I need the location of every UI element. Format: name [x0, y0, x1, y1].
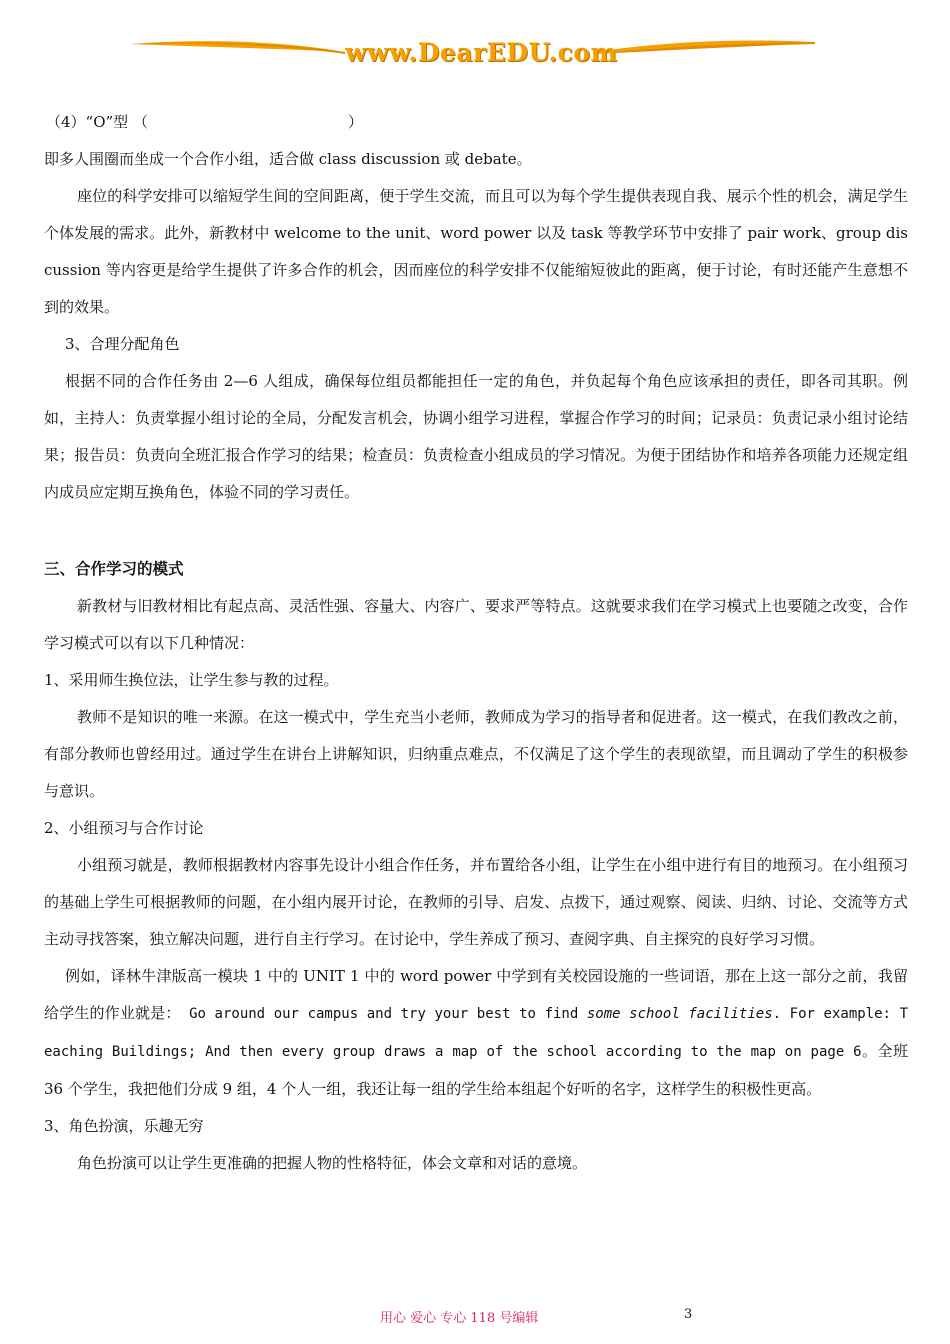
paragraph-teacher-role: 教师不是知识的唯一来源。在这一模式中，学生充当小老师，教师成为学习的指导者和促进者。这一模式，在我们教改之前，有部分教师也曾经用过。通过学生在讲台上讲解知识，归纳重点难点，不仅满足了这个学生的表现欲望，而且调动了学生的积极参与意识。 — [44, 708, 908, 800]
document-body — [44, 104, 908, 1182]
footer-motto: 用心 爱心 专心 118 号编辑 — [380, 1311, 539, 1326]
page-number: 3 — [684, 1307, 693, 1322]
example-intro: 例如，译林牛津版高一模块 1 中的 UNIT 1 中的 word power 中学到有关校园设施的一些词语，那在上这一部分之前，我留给学生的作业就是： — [44, 967, 908, 1022]
subheading-group-preview: 2、小组预习与合作讨论 — [44, 819, 204, 837]
paragraph-circle-seating: 即多人围圈而坐成一个合作小组，适合做 class discussion 或 debate。 — [44, 150, 532, 168]
subheading-role-swap: 1、采用师生换位法，让学生参与教的过程。 — [44, 671, 339, 689]
paragraph-roles: 根据不同的合作任务由 2—6 人组成，确保每位组员都能担任一定的角色，并负起每个角色应该承担的责任，即各司其职。例如，主持人：负责掌握小组讨论的全局，分配发言机会，协调小组学习进程，掌握合作学习的时间；记录员：负责记录小组讨论结果；报告员：负责向全班汇报合作学习的结果；检查员：负责检查小组成员的学习情况。为便于团结协作和培养各项能力还规定组内成员应定期互换角色，体验不同的学习责任。 — [44, 372, 908, 501]
subheading-assign-roles: 3、合理分配角色 — [65, 335, 180, 353]
subheading-role-play: 3、角色扮演，乐趣无穷 — [44, 1117, 204, 1135]
example-task-text: Go around our campus and try your best to find — [180, 1006, 587, 1022]
example-task-continued: . For example: Teaching Buildings; And then every group draws a map of the school according to the map on page 6 — [44, 1006, 908, 1060]
example-task-emphasis: some school facilities — [586, 1006, 773, 1022]
site-banner — [120, 30, 820, 80]
paragraph-role-play: 角色扮演可以让学生更准确的把握人物的性格特征，体会文章和对话的意境。 — [77, 1154, 588, 1172]
section-heading-modes: 三、合作学习的模式 — [44, 560, 184, 578]
example-grouping: 。全班 36 个学生，我把他们分成 9 组，4 个人一组，我还让每一组的学生给本组起个好听的名字，这样学生的积极性更高。 — [44, 1042, 908, 1098]
o-type-close: ） — [347, 113, 363, 131]
site-logo-text: www.DearEDU.com — [345, 38, 618, 67]
o-type-heading — [44, 104, 908, 141]
paragraph-example-campus — [44, 958, 908, 1108]
section-spacer — [44, 511, 908, 551]
paragraph-seating-arrangement: 座位的科学安排可以缩短学生间的空间距离，便于学生交流，而且可以为每个学生提供表现自我、展示个性的机会，满足学生个体发展的需求。此外，新教材中 welcome to the unit、word power 以及 task 等教学环节中安排了 pair work、group discussion 等内容更是给学生提供了许多合作的机会，因而座位的科学安排不仅能缩短彼此的距离，便于讨论，有时还能产生意想不到的效果。 — [44, 187, 908, 316]
o-type-label: （4）“O”型 （ — [46, 113, 148, 131]
paragraph-new-textbook: 新教材与旧教材相比有起点高、灵活性强、容量大、内容广、要求严等特点。这就要求我们在学习模式上也要随之改变，合作学习模式可以有以下几种情况： — [44, 597, 908, 652]
paragraph-group-preview: 小组预习就是，教师根据教材内容事先设计小组合作任务，并布置给各小组，让学生在小组中进行有目的地预习。在小组预习的基础上学生可根据教师的问题，在小组内展开讨论，在教师的引导、启发、点拨下，通过观察、阅读、归纳、讨论、交流等方式主动寻找答案，独立解决问题，进行自主行学习。在讨论中，学生养成了预习、查阅字典、自主探究的良好学习习惯。 — [44, 856, 908, 948]
